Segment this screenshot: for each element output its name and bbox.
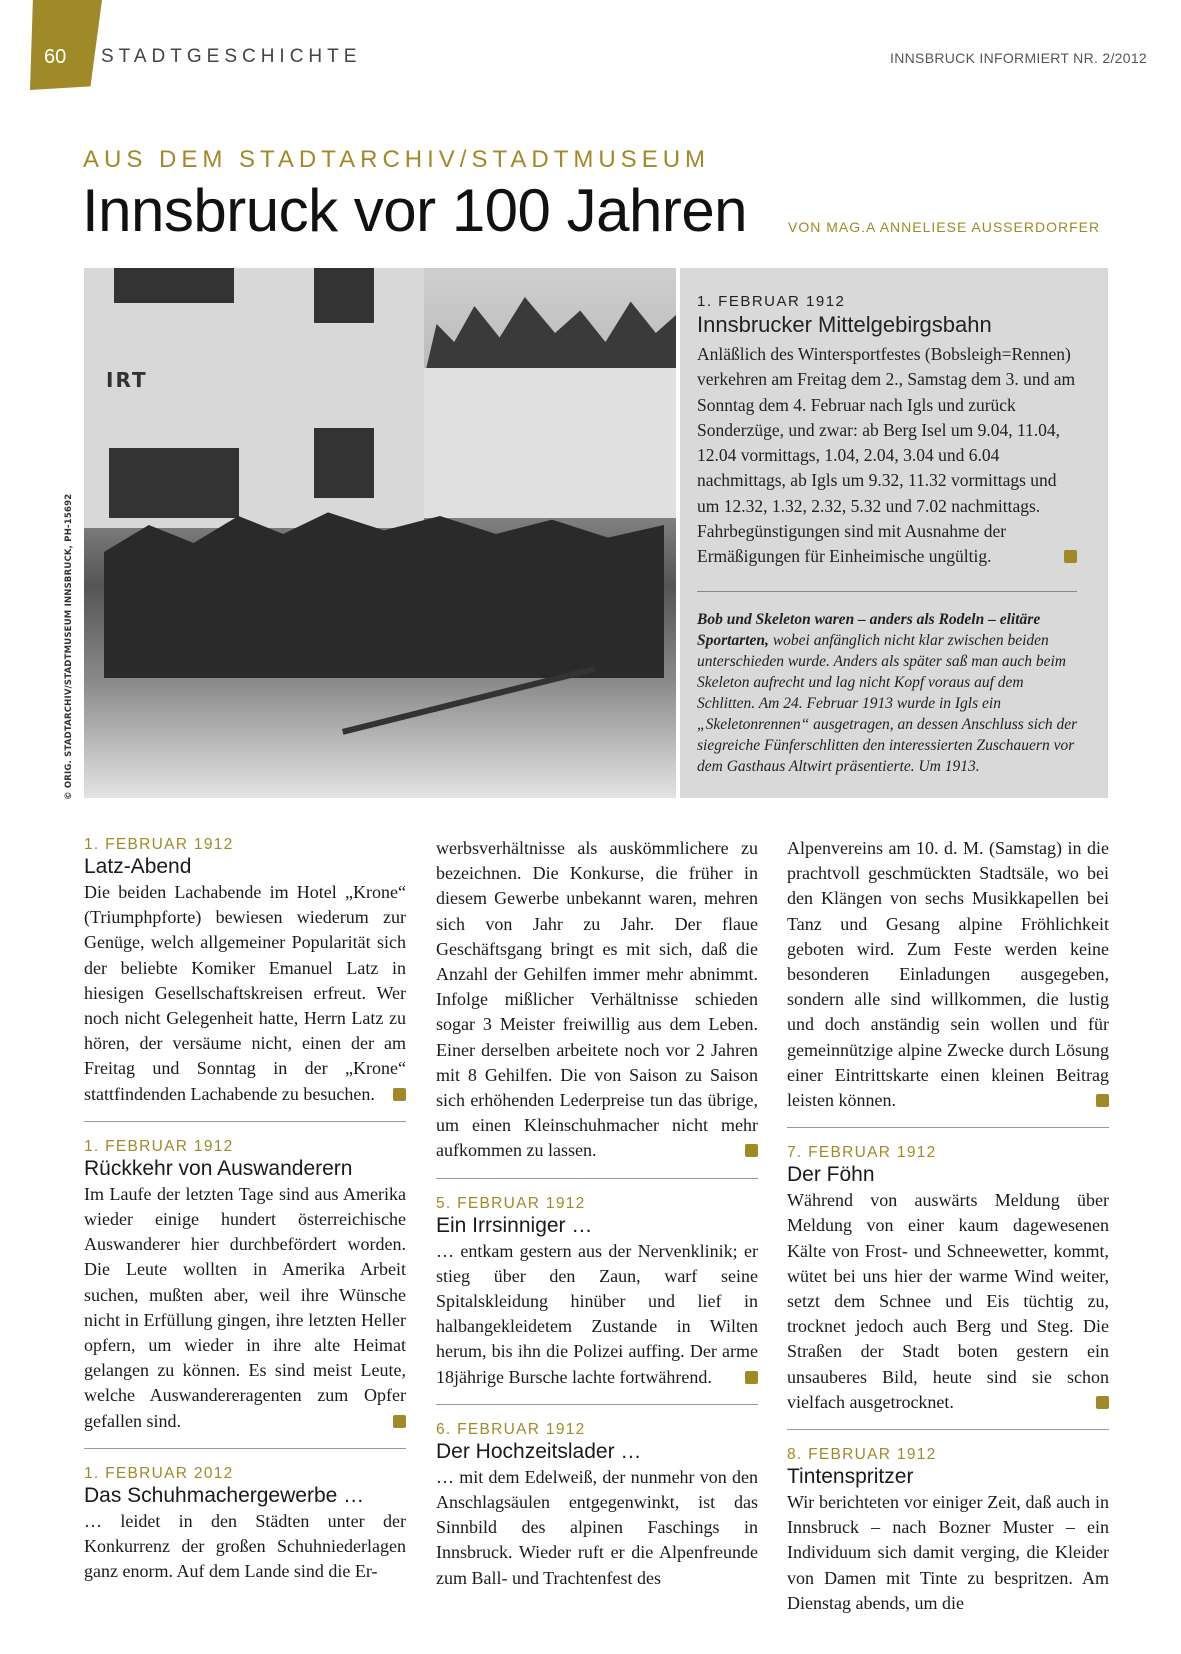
article-headline: Rückkehr von Auswanderern [84, 1156, 353, 1180]
article-headline: Der Föhn [787, 1163, 875, 1187]
article-text: Während von auswärts Meldung über Meldung von einer kaum dagewesenen Kälte von Frost- und Schneewetter, kommt, wütet bei uns hier der warme Wind weiter, setzt dem Schnee und Eis tüchtig zu, trocknet jedoch auch Berg und Steg. Die Straßen der Stadt boten gestern ein unsauberes Bild, heute sind sie schon vielfach ausgetrocknet. [787, 1190, 1109, 1412]
end-mark-icon [393, 1088, 406, 1101]
article-body [787, 1188, 1109, 1415]
info-date: 1. FEBRUAR 1912 [697, 293, 846, 310]
page-tab [30, 0, 102, 90]
article-headline: Der Hochzeitslader … [436, 1439, 642, 1463]
article-headline: Ein Irrsinniger … [436, 1213, 593, 1237]
divider [436, 1178, 758, 1179]
article [787, 1446, 1109, 1616]
article-text: Alpenvereins am 10. d. M. (Samstag) in die prachtvoll geschmückten Stadtsäle, wo bei den Klängen von sechs Musikkapellen bei Tanz und Gesang alpine Fröhlichkeit geboten wird. Zum Feste werden keine besonderen Einladungen ausgegeben, sondern alle sind willkommen, die lustig und doch anständig sein wollen und für gemeinnützige alpine Zwecke durch Lösung einer Eintrittskarte einen kleinen Beitrag leisten können. [787, 838, 1109, 1111]
article-body [84, 1182, 406, 1434]
article-headline: Das Schuhmachergewerbe … [84, 1483, 365, 1507]
article-continuation [436, 836, 758, 1164]
divider [84, 1448, 406, 1449]
article-body: … mit dem Edelweiß, der nunmehr von den Anschlagsäulen entgegenwinkt, ist das Sinnbild des alpinen Faschings in Innsbruck. Wieder ruft er die Alpenfreunde zum Ball- und Trachtenfest des [436, 1466, 758, 1588]
info-box [680, 268, 1108, 798]
photo-window [109, 448, 239, 518]
article-date: 1. FEBRUAR 1912 [84, 836, 234, 853]
article [436, 1421, 758, 1591]
divider [787, 1429, 1109, 1430]
article [787, 1144, 1109, 1415]
column-3 [787, 836, 1109, 1616]
end-mark-icon [745, 1371, 758, 1384]
issue-label: INNSBRUCK INFORMIERT NR. 2/2012 [890, 50, 1147, 66]
photo-credit: © ORIG. STADTARCHIV/STADTMUSEUM INNSBRUCK, PH-15692 [64, 493, 74, 800]
column-1 [84, 836, 406, 1584]
article-text: werbsverhältnisse als auskömmlichere zu bezeichnen. Die Konkurse, die früher in diesem Gewerbe unbekannt waren, mehren sich von Jahr zu Jahr. Der flaue Geschäftsgang bringt es mit sich, daß die Anzahl der Gehilfen immer mehr abnimmt. Infolge mißlicher Verhältnisse schieden sogar 3 Meister freiwillig aus dem Leben. Einer derselben arbeitete noch vor 2 Jahren mit 8 Gehilfen. Die von Saison zu Saison sich erhöhenden Lederpreise tun das übrige, um einen Kleinschuhmacher nicht mehr aufkommen zu lassen. [436, 838, 758, 1161]
page-number: 60 [44, 46, 67, 68]
divider [787, 1127, 1109, 1128]
photo-window [314, 428, 374, 498]
author-byline: VON MAG.A ANNELIESE AUSSERDORFER [788, 219, 1101, 235]
article-date: 6. FEBRUAR 1912 [436, 1420, 586, 1438]
end-mark-icon [745, 1144, 758, 1157]
section-title: STADTGESCHICHTE [101, 46, 362, 67]
feature-kicker: AUS DEM STADTARCHIV/STADTMUSEUM [83, 146, 711, 173]
article-date: 7. FEBRUAR 1912 [787, 1144, 937, 1162]
photo-house [424, 368, 676, 518]
article-body [84, 880, 406, 1107]
article-body: Wir berichteten vor einiger Zeit, daß auch in Innsbruck – nach Bozner Muster – ein Individuum sich damit verging, die Kleider von Damen mit Tinte zu bespritzen. Am Dienstag abends, um die [787, 1492, 1109, 1613]
end-mark-icon [1096, 1396, 1109, 1409]
article-date: 1. FEBRUAR 1912 [84, 1137, 234, 1155]
end-mark-icon [393, 1415, 406, 1428]
article-continuation [787, 836, 1109, 1113]
photo-window [314, 268, 374, 323]
article-text: Die beiden Lachabende im Hotel „Krone“ (Triumphpforte) bewiesen wiederum zur Genüge, welch allgemeiner Popularität sich der beliebte Komiker Emanuel Latz in hiesigen Gesellschaftskreisen erfreut. Wer noch nicht Gelegenheit hatte, Herrn Latz zu hören, der versäume nicht, einen der am Freitag und Sonntag in der „Krone“ stattfindenden Lachabende zu besuchen. [84, 882, 406, 1104]
info-body-text: Anläßlich des Wintersportfestes (Bobsleigh=Rennen) verkehren am Freitag dem 2., Samstag dem 3. und am Sonntag dem 4. Februar nach Igls und zurück Sonderzüge, und zwar: ab Berg Isel um 9.04, 11.04, 12.04 vormittags, 1.04, 2.04, 3.04 und 6.04 nachmittags, ab Igls um 9.32, 11.32 vormittags und um 12.32, 1.32, 2.32, 5.32 und 7.02 nachmittags. Fahrbegünstigungen sind mit Ausnahme der Ermäßigungen für Einheimische ungültig. [697, 344, 1076, 567]
article-text: Im Laufe der letzten Tage sind aus Amerika wieder einige hundert österreichische Auswanderer hier durchbefördert worden. Die Leute wollten in Amerika Arbeit suchen, mußten aber, weil ihre Wünsche nicht in Erfüllung gingen, ihre letzten Heller opfern, um wieder in ihre alte Heimat gelangen zu können. Es sind meist Leute, welche Auswandereragenten zum Opfer gefallen sind. [84, 1183, 406, 1431]
article-text: … entkam gestern aus der Nervenklinik; er stieg über den Zaun, warf seine Spitalskleidung hinüber und lief in halbangekleidetem Zustande in Wilten herum, bis ihn die Polizei auffing. Der arme 18jährige Bursche lachte fortwährend. [436, 1240, 758, 1387]
article-headline: Latz-Abend [84, 855, 192, 878]
photo-trees [424, 288, 676, 378]
info-body [697, 342, 1077, 570]
caption-text: wobei anfänglich nicht klar zwischen beiden unterschieden wurde. Anders als später saß man auch beim Skeleton aufrecht und lag nicht Kopf voraus auf dem Schlitten. Am 24. Februar 1913 wurde in Igls ein „Skeletonrennen“ ausgetragen, an dessen Anschluss sich der siegreiche Fünferschlitten den interessierten Zuschauern vor dem Gasthaus Altwirt präsentierte. Um 1913. [697, 632, 1078, 775]
article-date: 8. FEBRUAR 1912 [787, 1446, 937, 1464]
caption-lead: Bob und Skeleton waren – anders als Rodeln – elitäre Sportarten, [697, 611, 1041, 649]
article-headline: Tintenspritzer [787, 1465, 914, 1489]
photo-caption [697, 609, 1082, 777]
article [84, 1465, 406, 1585]
article-date: 1. FEBRUAR 2012 [84, 1464, 234, 1482]
article-body: … leidet in den Städten unter der Konkurrenz der großen Schuhniederlagen ganz enorm. Auf dem Lande sind die Er- [84, 1510, 406, 1582]
divider [436, 1404, 758, 1405]
divider [697, 591, 1077, 592]
article [84, 1138, 406, 1434]
page-title: Innsbruck vor 100 Jahren [82, 177, 748, 244]
photo-sign: IRT [106, 368, 148, 392]
end-mark-icon [1064, 550, 1077, 563]
historic-photo [84, 268, 676, 798]
column-2 [436, 836, 758, 1591]
article-date: 5. FEBRUAR 1912 [436, 1194, 586, 1212]
article [436, 1195, 758, 1390]
photo-window [114, 268, 234, 303]
end-mark-icon [1096, 1094, 1109, 1107]
info-headline: Innsbrucker Mittelgebirgsbahn [697, 312, 992, 337]
article-body [436, 1239, 758, 1390]
article [84, 836, 406, 1107]
divider [84, 1121, 406, 1122]
